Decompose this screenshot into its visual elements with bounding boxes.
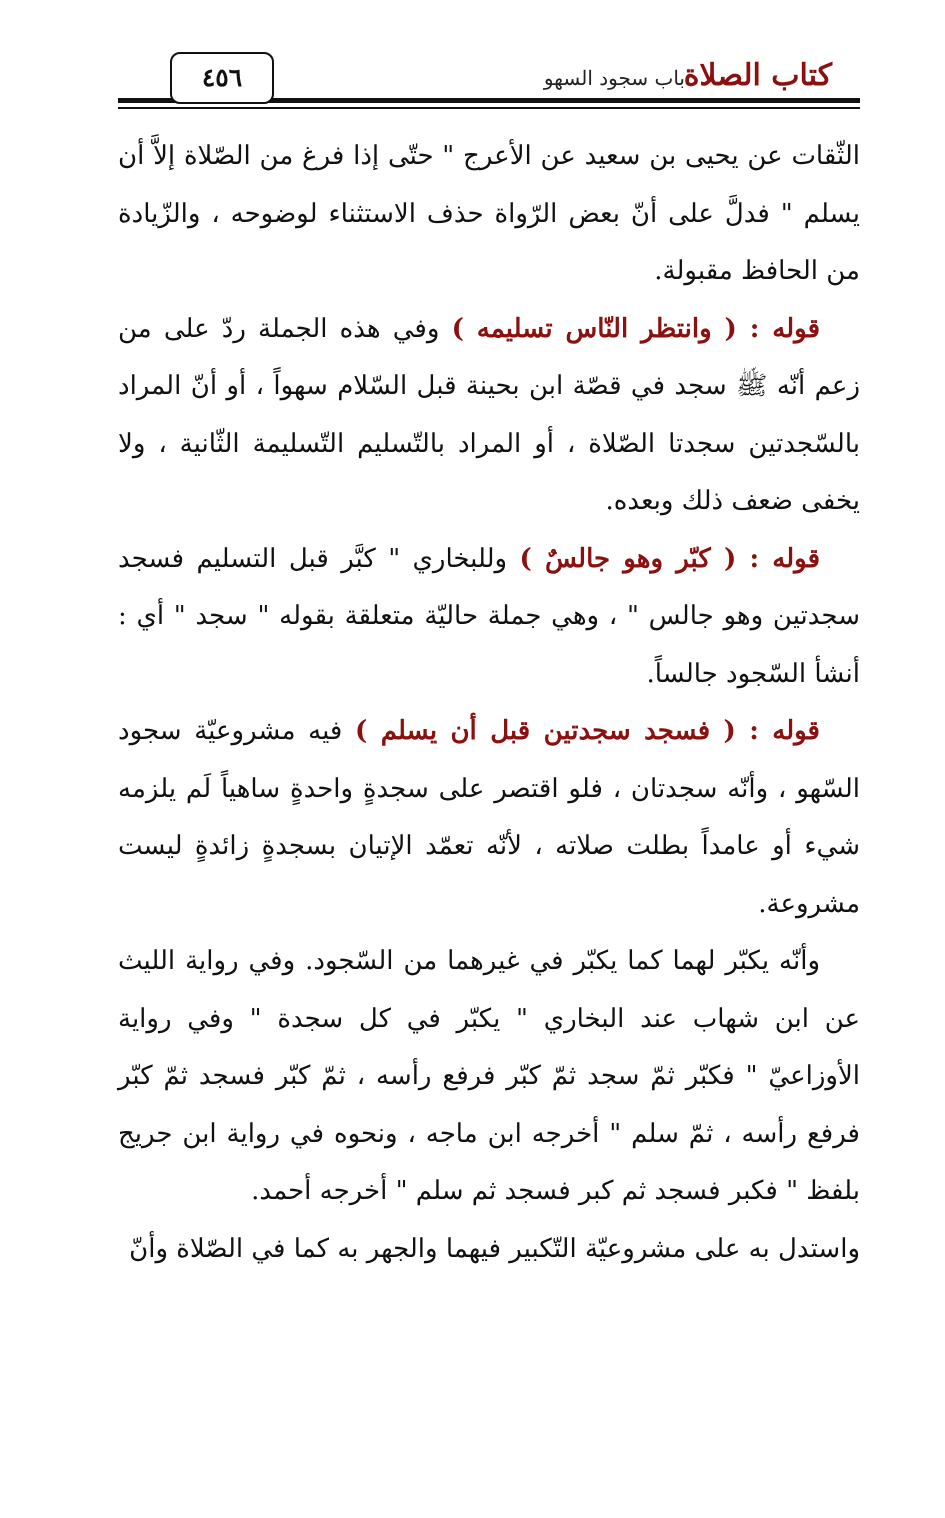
page-number-badge: ٤٥٦ bbox=[170, 52, 274, 104]
paragraph-3 bbox=[118, 531, 860, 704]
paragraph-6 bbox=[118, 1221, 860, 1279]
chapter-title: باب سجود السهو bbox=[543, 66, 685, 90]
paragraph-text: وللبخاري " كبَّر قبل التسليم فسجد سجدتين وهو جالس " ، وهي جملة حاليّة متعلقة بقوله " سجد " أي : أنشأ السّجود جالساً. bbox=[118, 543, 860, 689]
book-title: كتاب الصلاة bbox=[683, 58, 832, 93]
paragraph-text: وفي هذه الجملة ردّ على من زعم أنّه ﷺ سجد في قصّة ابن بحينة قبل السّلام سهواً ، أو أنّ المراد بالسّجدتين سجدتا الصّلاة ، أو المراد بالتّسليم التّسليمة الثّانية ، ولا يخفى ضعف ذلك وبعده. bbox=[118, 313, 860, 516]
paragraph-4 bbox=[118, 703, 860, 933]
page-header bbox=[118, 52, 860, 110]
paragraph-2 bbox=[118, 301, 860, 531]
paragraph-lead: قوله : ( فسجد سجدتين قبل أن يسلم ) bbox=[355, 716, 820, 746]
paragraph-text: الثّقات عن يحيى بن سعيد عن الأعرج " حتّى إذا فرغ من الصّلاة إلاَّ أن يسلم " فدلَّ على أنّ بعض الرّواة حذف الاستثناء لوضوحه ، والزّيادة من الحافظ مقبولة. bbox=[118, 141, 860, 286]
paragraph-lead: قوله : ( كبّر وهو جالسٌ ) bbox=[519, 543, 820, 574]
paragraph-text: فيه مشروعيّة سجود السّهو ، وأنّه سجدتان ، فلو اقتصر على سجدةٍ واحدةٍ ساهياً لَم يلزمه شيء أو عامداً بطلت صلاته ، لأنّه تعمّد الإتيان بسجدةٍ زائدةٍ ليست مشروعة. bbox=[118, 716, 860, 919]
header-rule-thin bbox=[118, 107, 860, 109]
paragraph-5 bbox=[118, 933, 860, 1221]
paragraph-text: وأنّه يكبّر لهما كما يكبّر في غيرهما من السّجود. وفي رواية الليث عن ابن شهاب عند البخاري " يكبّر في كل سجدة " وفي رواية الأوزاعيّ " فكبّر ثمّ سجد ثمّ كبّر فرفع رأسه ، ثمّ كبّر فسجد ثمّ كبّر فرفع رأسه ، ثمّ سلم " أخرجه ابن ماجه ، ونحوه في رواية ابن جريج بلفظ " فكبر فسجد ثم كبر فسجد ثم سلم " أخرجه أحمد. bbox=[118, 946, 860, 1206]
paragraph-1 bbox=[118, 128, 860, 301]
paragraph-lead: قوله : ( وانتظر النّاس تسليمه ) bbox=[451, 313, 821, 344]
paragraph-text: واستدل به على مشروعيّة التّكبير فيهما والجهر به كما في الصّلاة وأنّ bbox=[129, 1233, 860, 1264]
page-body bbox=[118, 128, 860, 1278]
